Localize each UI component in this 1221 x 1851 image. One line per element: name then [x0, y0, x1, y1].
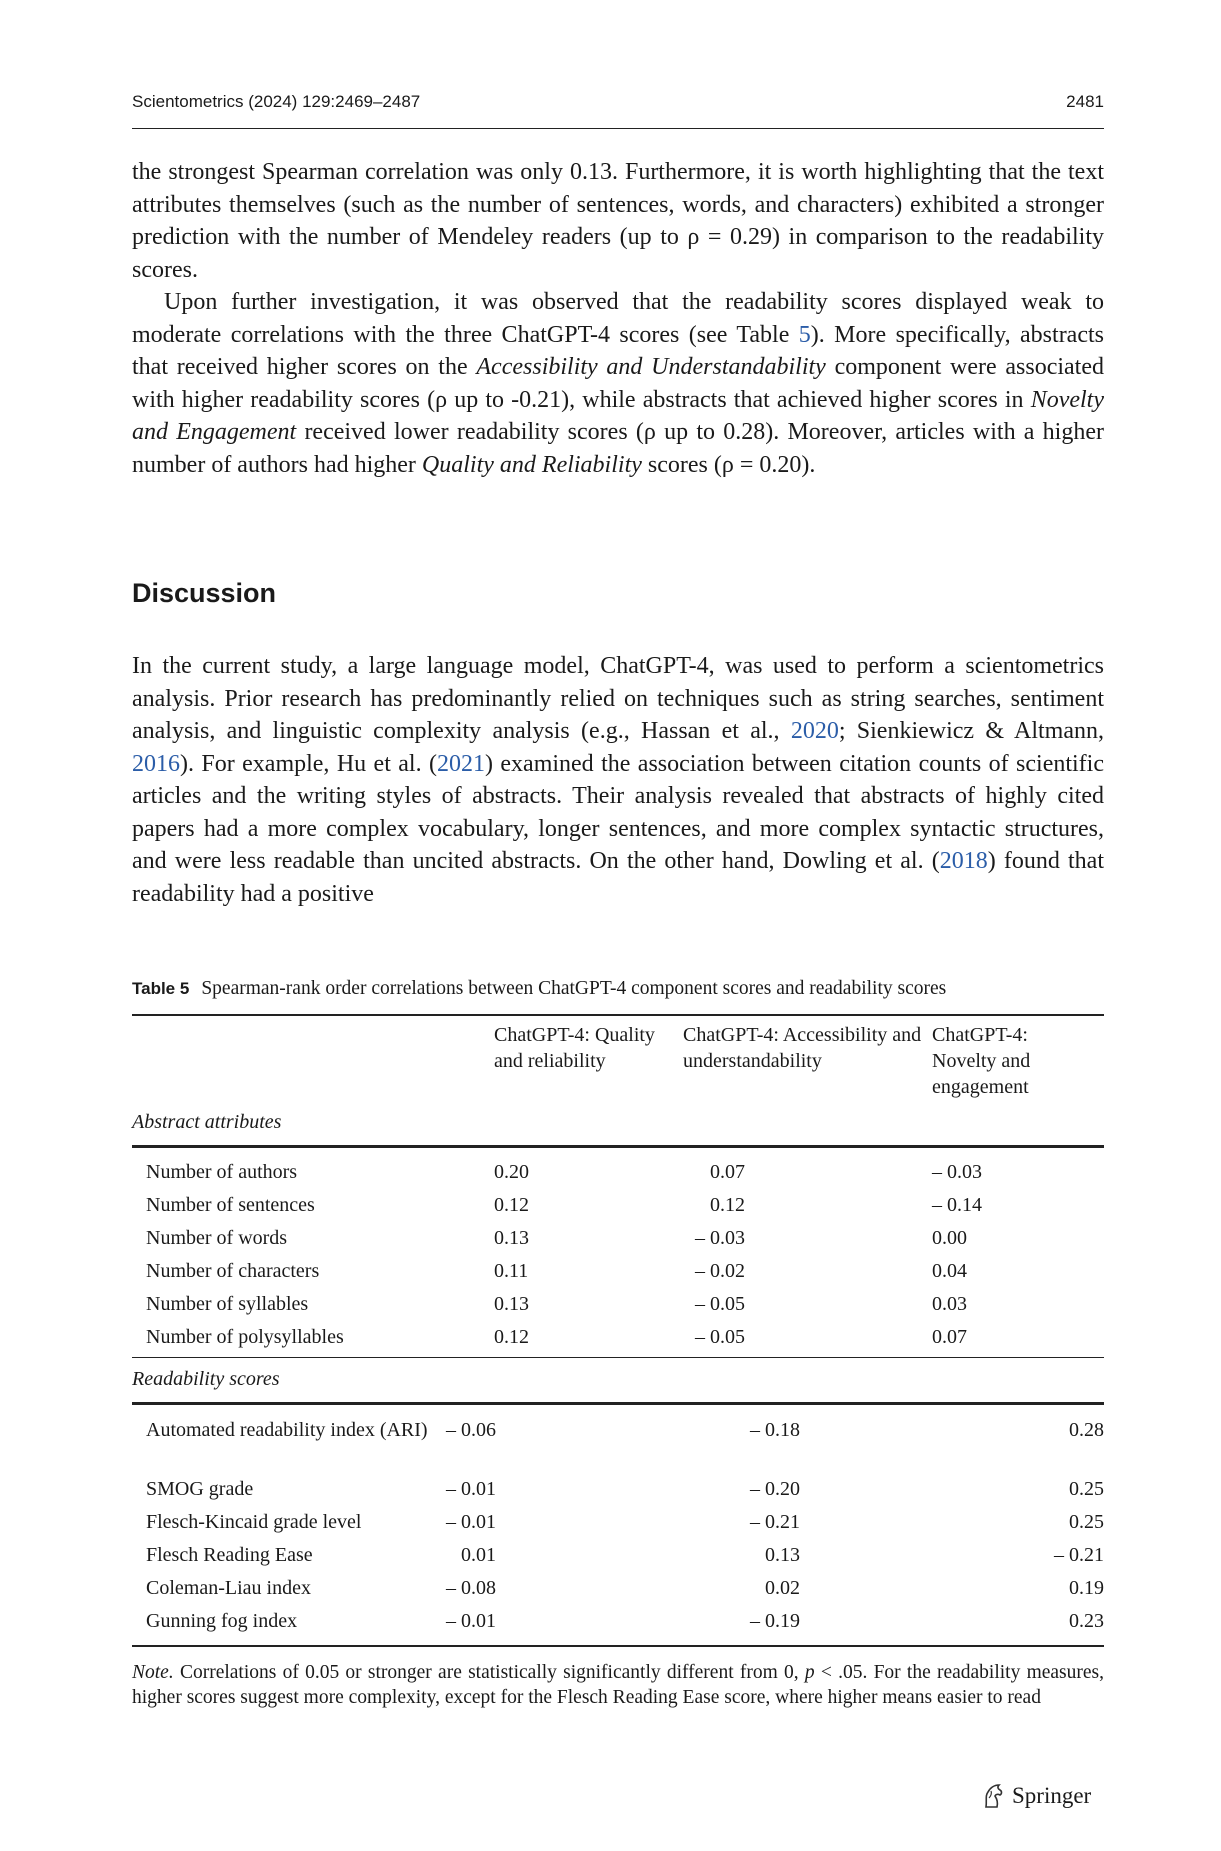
cell-novelty: 0.07: [932, 1326, 967, 1348]
citation-link-2016[interactable]: 2016: [132, 750, 180, 777]
cell-quality: 0.01: [461, 1544, 496, 1566]
column-header-quality: ChatGPT-4: Quality and reliability: [494, 1024, 655, 1072]
table-label: Table 5: [132, 979, 190, 998]
cell-novelty: 0.23: [1069, 1610, 1104, 1632]
cell-novelty: 0.03: [932, 1293, 967, 1315]
cell-quality: 0.12: [494, 1326, 529, 1348]
discussion-paragraph: In the current study, a large language model, ChatGPT-4, was used to perform a scientometrics analysis. Prior research has predominantly relied on techniques such as string searches, sentiment analysis, and linguistic complexity analysis (e.g., Hassan et al., 2020; Sienkiewicz & Altmann, 2016). For example, Hu et al. (2021) examined the association between citation counts of scientific articles and the writing styles of abstracts. Their analysis revealed that abstracts of highly cited papers had a more complex vocabulary, longer sentences, and more complex syntactic structures, and were less readable than uncited abstracts. On the other hand, Dowling et al. (2018) found that readability had a positive: [132, 653, 1104, 907]
row-label: Gunning fog index: [146, 1610, 298, 1632]
cell-accessibility: – 0.05: [695, 1293, 745, 1315]
table-mid-rule: [132, 1357, 1104, 1358]
springer-horse-icon: [980, 1782, 1006, 1810]
cell-novelty: 0.25: [1069, 1511, 1104, 1533]
citation-link-2021[interactable]: 2021: [437, 750, 485, 777]
cell-accessibility: 0.02: [765, 1577, 800, 1599]
cell-quality: 0.20: [494, 1161, 529, 1183]
publisher-footer: [980, 1782, 1091, 1810]
body-paragraph-2: Upon further investigation, it was observed that the readability scores displayed weak to moderate correlations with the three ChatGPT-4 scores (see Table 5). More specifically, abstracts that received higher scores on the Accessibility and Understandability component were associated with higher readability scores (ρ up to -0.21), while abstracts that achieved higher scores in Novelty and Engagement received lower readability scores (ρ up to 0.28). Moreover, articles with a higher number of authors had higher Quality and Reliability scores (ρ = 0.20).: [132, 289, 1104, 478]
citation-link-2018[interactable]: 2018: [939, 848, 988, 874]
cell-quality: 0.13: [494, 1227, 529, 1249]
cell-accessibility: 0.07: [710, 1161, 745, 1183]
column-header-accessibility: ChatGPT-4: Accessibility and understandability: [683, 1024, 922, 1072]
cell-accessibility: – 0.05: [695, 1326, 745, 1348]
publisher-name: Springer: [1012, 1783, 1092, 1808]
row-label: Number of authors: [146, 1161, 298, 1183]
table-bottom-rule: [132, 1645, 1104, 1647]
column-header-novelty: ChatGPT-4: Novelty and engagement: [932, 1024, 1031, 1098]
running-header: [132, 92, 1104, 129]
cell-accessibility: – 0.02: [695, 1260, 745, 1282]
cell-accessibility: 0.12: [710, 1194, 745, 1216]
journal-citation: Scientometrics (2024) 129:2469–2487: [132, 92, 421, 111]
cell-accessibility: – 0.18: [750, 1419, 800, 1441]
table-5-link[interactable]: 5: [798, 321, 811, 348]
cell-novelty: 0.04: [932, 1260, 967, 1282]
table-section-rule: [132, 1145, 1104, 1148]
cell-novelty: 0.00: [932, 1227, 967, 1249]
cell-accessibility: – 0.03: [695, 1227, 745, 1249]
cell-novelty: 0.28: [1069, 1419, 1104, 1441]
cell-novelty: – 0.21: [1054, 1544, 1104, 1566]
body-paragraph-1: the strongest Spearman correlation was only 0.13. Furthermore, it is worth highlighting that the text attributes themselves (such as the number of sentences, words, and characters) exhibited a stronger prediction with the number of Mendeley readers (up to ρ = 0.29) in comparison to the readability scores.: [132, 159, 1104, 283]
cell-quality: – 0.01: [446, 1478, 496, 1500]
cell-quality: – 0.01: [446, 1511, 496, 1533]
section-heading-discussion: Discussion: [132, 578, 277, 608]
row-label: Number of characters: [146, 1260, 320, 1282]
cell-quality: 0.13: [494, 1293, 529, 1315]
cell-novelty: 0.19: [1069, 1577, 1104, 1599]
cell-quality: 0.12: [494, 1194, 529, 1216]
citation-link-2020[interactable]: 2020: [790, 718, 839, 744]
cell-novelty: 0.25: [1069, 1478, 1104, 1500]
row-label: Number of sentences: [146, 1194, 315, 1216]
row-label: Flesch-Kincaid grade level: [146, 1511, 362, 1533]
table-caption: Table 5 Spearman-rank order correlations between ChatGPT-4 component scores and readability scores: [132, 978, 947, 999]
row-label: Number of syllables: [146, 1293, 309, 1315]
section-label-abstract-attributes: Abstract attributes: [132, 1111, 282, 1133]
cell-accessibility: – 0.21: [750, 1511, 800, 1533]
row-label: SMOG grade: [146, 1478, 254, 1500]
cell-accessibility: – 0.20: [750, 1478, 800, 1500]
row-label: Number of words: [146, 1227, 288, 1249]
row-label: Automated readability index (ARI): [146, 1419, 428, 1441]
cell-novelty: – 0.14: [932, 1194, 982, 1216]
page-number: 2481: [1066, 92, 1104, 111]
cell-quality: – 0.08: [446, 1577, 496, 1599]
cell-accessibility: 0.13: [765, 1544, 800, 1566]
section-label-readability-scores: Readability scores: [132, 1368, 280, 1390]
table-section-rule-2: [132, 1402, 1104, 1405]
row-label: Flesch Reading Ease: [146, 1544, 313, 1566]
row-label: Number of polysyllables: [146, 1326, 344, 1348]
cell-novelty: – 0.03: [932, 1161, 982, 1183]
cell-quality: – 0.06: [446, 1419, 496, 1441]
cell-quality: 0.11: [494, 1260, 529, 1282]
table-top-rule: [132, 1014, 1104, 1016]
cell-accessibility: – 0.19: [750, 1610, 800, 1632]
table-note: Note. Correlations of 0.05 or stronger are statistically significantly different from 0, p < .05. For the readability measures, higher scores suggest more complexity, except for the Flesch Reading Ease score, where higher means easier to read: [132, 1662, 1105, 1708]
row-label: Coleman-Liau index: [146, 1577, 311, 1599]
cell-quality: – 0.01: [446, 1610, 496, 1632]
